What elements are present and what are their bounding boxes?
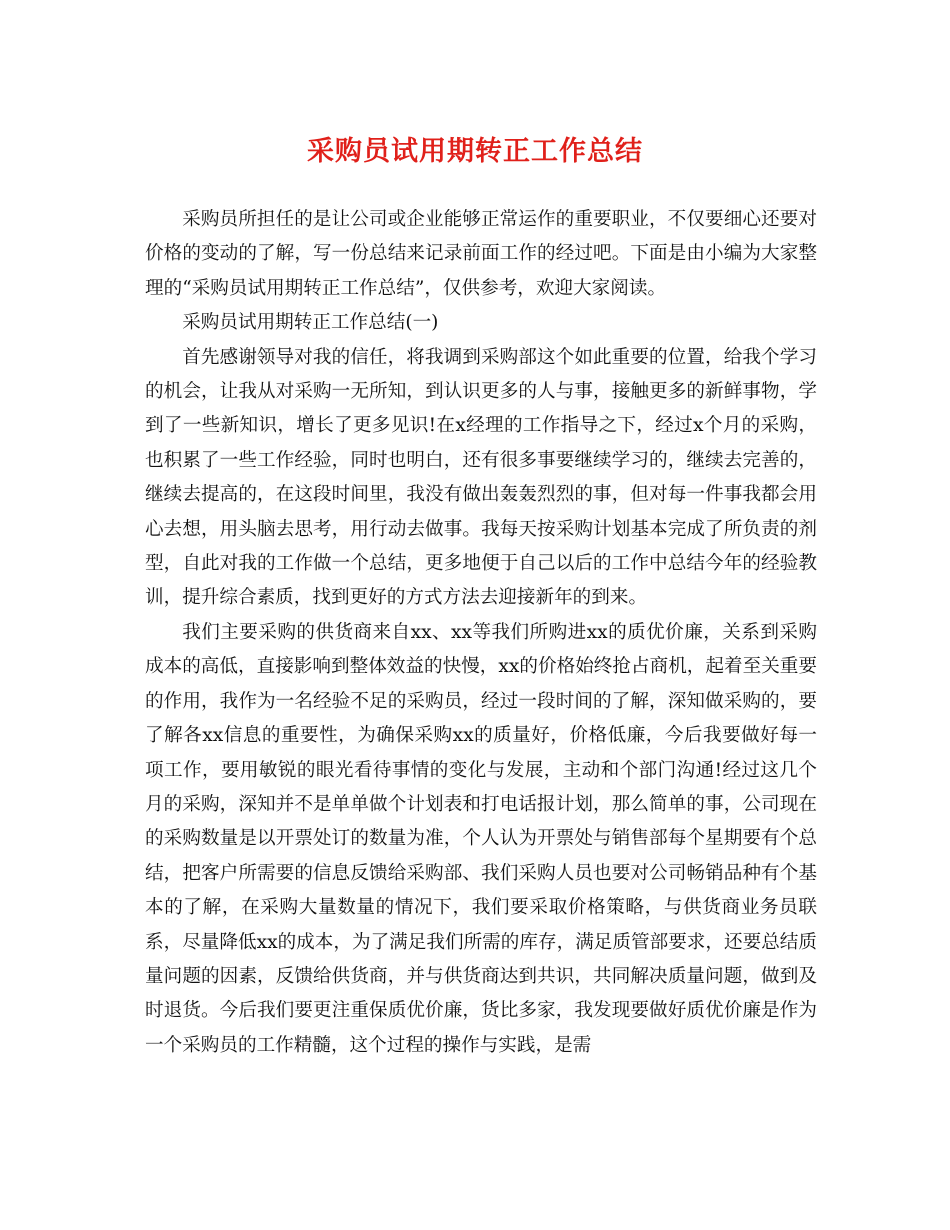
document-body — [145, 203, 817, 1063]
body-paragraph: 首先感谢领导对我的信任，将我调到采购部这个如此重要的位置，给我个学习的机会，让我从对采购一无所知，到认识更多的人与事，接触更多的新鲜事物，学到了一些新知识，增长了更多见识!在x经理的工作指导之下，经过x个月的采购，也积累了一些工作经验，同时也明白，还有很多事要继续学习的，继续去完善的，继续去提高的，在这段时间里，我没有做出轰轰烈烈的事，但对每一件事我都会用心去想，用头脑去思考，用行动去做事。我每天按采购计划基本完成了所负责的剂型，自此对我的工作做一个总结，更多地便于自己以后的工作中总结今年的经验教训，提升综合素质，找到更好的方式方法去迎接新年的到来。 — [145, 346, 817, 609]
intro-paragraph: 采购员所担任的是让公司或企业能够正常运作的重要职业，不仅要细心还要对价格的变动的了解，写一份总结来记录前面工作的经过吧。下面是由小编为大家整理的“采购员试用期转正工作总结”，仅供参考，欢迎大家阅读。 — [145, 209, 817, 299]
document-title: 采购员试用期转正工作总结 — [307, 136, 643, 167]
section-heading: 采购员试用期转正工作总结(一) — [182, 312, 439, 334]
body-paragraph: 我们主要采购的供货商来自xx、xx等我们所购进xx的质优价廉，关系到采购成本的高低，直接影响到整体效益的快慢，xx的价格始终抢占商机，起着至关重要的作用，我作为一名经验不足的采购员，经过一段时间的了解，深知做采购的，要了解各xx信息的重要性，为确保采购xx的质量好，价格低廉，今后我要做好每一项工作，要用敏锐的眼光看待事情的变化与发展，主动和个部门沟通!经过这几个月的采购，深知并不是单单做个计划表和打电话报计划，那么简单的事，公司现在的采购数量是以开票处订的数量为准，个人认为开票处与销售部每个星期要有个总结，把客户所需要的信息反馈给采购部、我们采购人员也要对公司畅销品种有个基本的了解，在采购大量数量的情况下，我们要采取价格策略，与供货商业务员联系，尽量降低xx的成本，为了满足我们所需的库存，满足质管部要求，还要总结质量问题的因素，反馈给供货商，并与供货商达到共识，共同解决质量问题，做到及时退货。今后我们要更注重保质优价廉，货比多家，我发现要做好质优价廉是作为一个采购员的工作精髓，这个过程的操作与实践，是需 — [145, 621, 817, 1056]
